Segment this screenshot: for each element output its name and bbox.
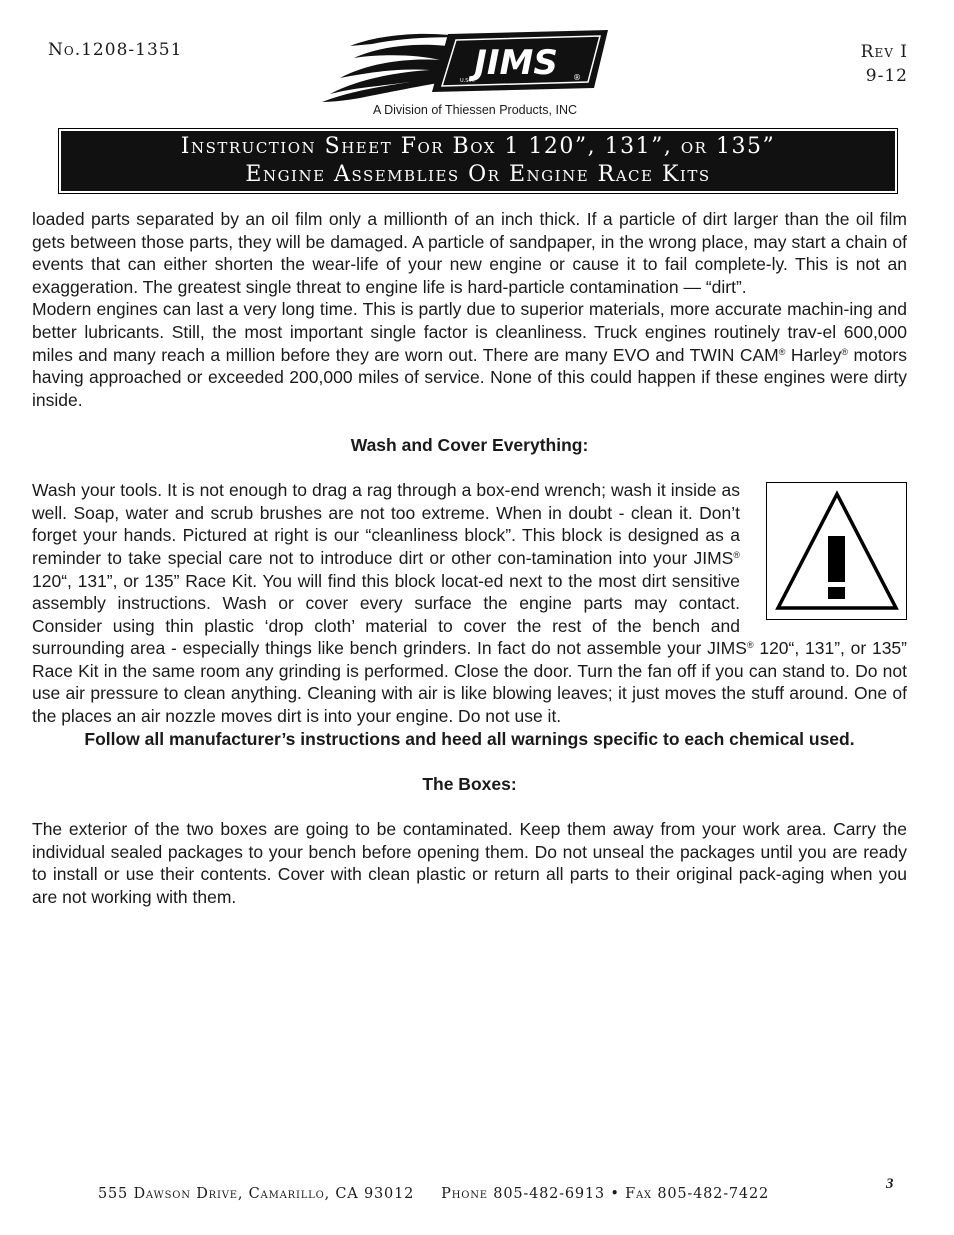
registered-mark: ® [778,346,786,357]
title-banner [58,128,898,194]
paragraph-oil-film: loaded parts separated by an oil film only a millionth of an inch thick. If a particle of dirt larger than the oil film gets between those parts, they will be damaged. A particle of sandpaper, in the wrong place, may start a chain of events that can either shorten the wear-life of your new engine or cause it to fail complete-ly. This is not an exaggeration. The greatest single threat to engine life is hard-particle contamination — “dirt”. [32,209,907,297]
jims-logo [320,28,612,106]
paragraph-wash-tools: Wash your tools. It is not enough to drag a rag through a box-end wrench; wash it inside as well. Soap, water and scrub brushes are not too extreme. When in doubt - clean it. Don’t forget your hands. Pictured at right is our “cleanliness block”. This block is designed as a reminder to take special care not to introduce dirt or other con-tamination into your JIMS® 120“, 131”, or 135” Race Kit. You will find this block locat-ed next to the most dirt sensitive assembly instructions. Wash or cover every surface the engine parts may contact. Consider using thin plastic ‘drop cloth’ material to cover the rest of the bench and surrounding area - especially things like bench grinders. In fact do not assemble your JIMS® 120“, 131”, or 135” Race Kit in the same room any grinding is performed. Close the door. Turn the fan off if you can stand to. Do not use air pressure to clean anything. Cleaning with air is like blowing leaves; it just moves the stuff around. One of the places an air nozzle moves dirt is into your engine. Do not use it. [32,480,907,727]
warning-triangle-icon [774,490,900,612]
revision-block [861,40,908,88]
title-line-1: Instruction Sheet For Box 1 120”, 131”, or 135” [180,134,776,159]
revision-date: 9-12 [865,66,908,86]
registered-mark: ® [746,640,754,651]
document-body [32,208,907,908]
division-text: A Division of Thiessen Products, INC [372,103,578,117]
cleanliness-block-warning [766,482,907,620]
chemical-warning: Follow all manufacturer’s instructions and heed all warnings specific to each chemical used. [84,728,855,749]
revision-label: Rev I [860,42,908,62]
footer-address: 555 Dawson Drive, Camarillo, CA 93012 [98,1186,415,1202]
logo-registered: ® [573,73,581,82]
heading-wash-cover: Wash and Cover Everything: [350,434,589,455]
footer-contact [98,1186,769,1202]
footer-phone-fax: Phone 805-482-6913 • Fax 805-482-7422 [441,1186,769,1202]
registered-mark: ® [841,346,849,357]
logo-country: U.S.A. [460,78,475,84]
page-number: 3 [886,1176,894,1192]
title-line-2: Engine Assemblies Or Engine Race Kits [245,162,711,187]
paragraph-boxes: The exterior of the two boxes are going to be contaminated. Keep them away from your work area. Carry the individual sealed packages to your bench before opening them. Do not unseal the packages until you are ready to install or use their contents. Cover with clean plastic or return all parts to their original pack-aging when you are not working with them. [32,819,907,907]
paragraph-modern-engines: Modern engines can last a very long time. This is partly due to superior materials, more accurate machin-ing and better lubricants. Still, the most important single factor is cleanliness. Truck engines routinely trav-el 600,000 miles and many reach a million before they are worn out. There are many EVO and TWIN CAM® Harley® motors having approached or exceeded 200,000 miles of service. None of this could happen if these engines were dirty inside. [32,299,907,410]
heading-the-boxes: The Boxes: [422,773,517,794]
registered-mark: ® [733,549,740,560]
logo-wordmark: JIMS [474,43,558,83]
document-number: No.1208-1351 [48,40,183,60]
